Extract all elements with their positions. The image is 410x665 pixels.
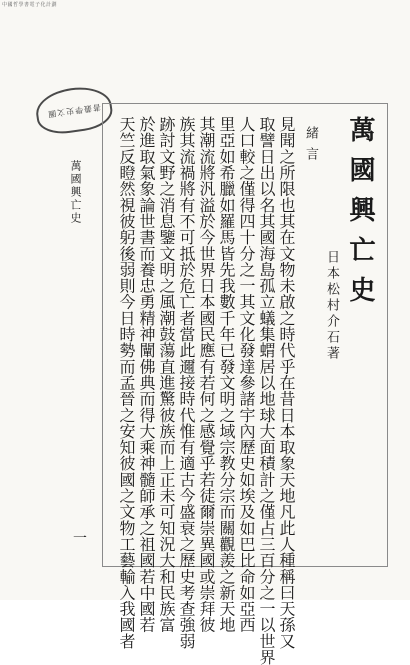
spine-title: 萬國興亡史 bbox=[69, 160, 82, 225]
body-column: 其潮流將汎溢於今世界日本國民應有若何之感覺乎若徒爾崇異國或崇拜彼 bbox=[197, 116, 216, 633]
body-column: 於進取氣象論世書而養忠勇精神闡佛典而得大乘神髓師承之祖國若中國若 bbox=[137, 116, 156, 633]
body-column: 天竺反瞪然視彼躬後弱則今日時勢而孟晉之安知彼國之文物工藝輸入我國者 bbox=[117, 116, 136, 649]
book-title: 萬國興亡史 bbox=[345, 116, 375, 316]
watermark-text: 中國哲學書電子化計劃 bbox=[2, 2, 58, 8]
section-title: 緒言 bbox=[303, 126, 318, 168]
stamp-text: 書叢學史文圖 bbox=[46, 101, 102, 119]
author-line: 日本松村介石著 bbox=[324, 250, 339, 362]
body-column: 族其流禍將有不可抵於危亡者當此邇接時代惟有適古今盛衰之歷史考查強弱 bbox=[177, 116, 196, 649]
page-number: 一 bbox=[73, 531, 87, 547]
body-column: 里亞如希臘如羅馬皆先我數千年已發文明之域宗教分宗而關觀羨之新天地 bbox=[217, 116, 236, 633]
body-column: 跡討文野之消息鑒文明之風潮鼓蕩直進驚彼族而上正未可知況大和民族富 bbox=[157, 116, 176, 633]
body-column: 見聞之所限也其在文物未啟之時代乎在昔日本取象天地凡此人種稱曰天孫又 bbox=[277, 116, 296, 649]
body-column: 取譬日出以名其國海島孤立蟻集蝟居以地球大面積計之僅占三百分之一以世界 bbox=[257, 116, 276, 665]
body-column: 人口較之僅得四十分之一其文化發達參諸宇內歷史如埃及如巴比命如亞西 bbox=[237, 116, 256, 633]
